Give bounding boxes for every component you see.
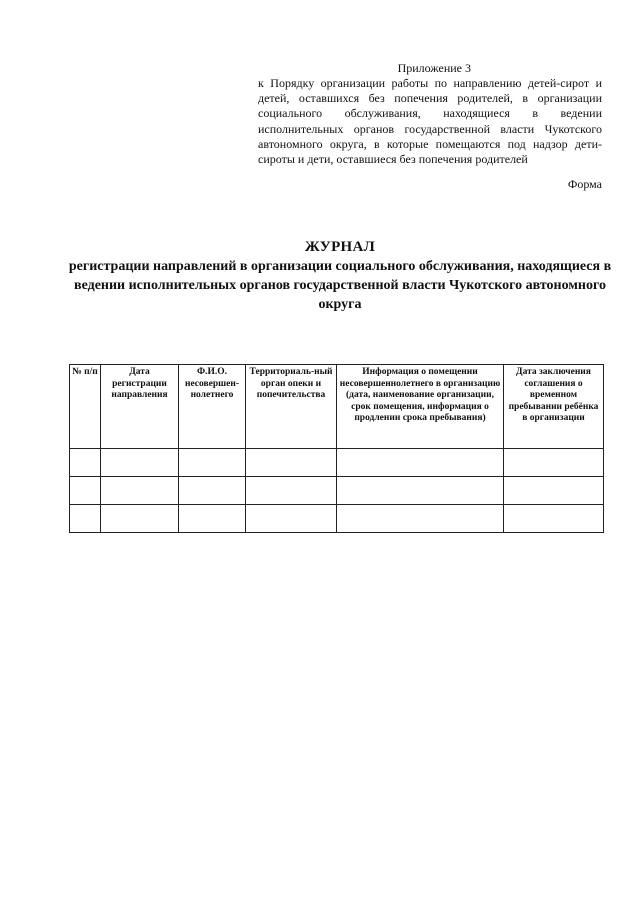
table-cell: [101, 477, 179, 505]
appendix-body: к Порядку организации работы по направлению детей-сирот и детей, оставшихся без попечения родителей, в организации социального обслуживания, находящиеся в ведении исполнительных органов государственной власти Чукотского автономного округа, в которые помещаются под надзор дети-сироты и дети, оставшиеся без попечения родителей: [258, 76, 602, 167]
journal-table: [69, 364, 604, 533]
table-cell: [70, 449, 101, 477]
table-cell: [179, 505, 246, 533]
table-cell: [179, 449, 246, 477]
header-agreement-date: Дата заключения соглашения о временном пребывании ребёнка в организации: [504, 365, 604, 449]
table-cell: [504, 477, 604, 505]
table-row: [70, 449, 604, 477]
table-cell: [70, 477, 101, 505]
table-cell: [246, 505, 337, 533]
form-label: Форма: [567, 177, 602, 191]
table-cell: [504, 449, 604, 477]
header-placement-info: Информация о помещении несовершеннолетнего в организацию (дата, наименование организации, срок помещения, информация о продлении срока пребывания): [337, 365, 504, 449]
table-row: [70, 505, 604, 533]
header-number: № п/п: [70, 365, 101, 449]
table-row: [70, 477, 604, 505]
table-cell: [246, 477, 337, 505]
header-registration-date: Дата регистрации направления: [101, 365, 179, 449]
header-guardianship-body: Территориаль-ный орган опеки и попечительства: [246, 365, 337, 449]
table-cell: [337, 505, 504, 533]
table-cell: [246, 449, 337, 477]
table-cell: [70, 505, 101, 533]
journal-heading: [60, 238, 620, 314]
table-cell: [101, 449, 179, 477]
journal-title: ЖУРНАЛ: [304, 239, 376, 255]
table-cell: [101, 505, 179, 533]
header-minor-name: Ф.И.О. несовершен-нолетнего: [179, 365, 246, 449]
table-cell: [337, 449, 504, 477]
table-cell: [179, 477, 246, 505]
table-header-row: [70, 365, 604, 449]
appendix-title: Приложение 3: [397, 61, 471, 75]
table-cell: [337, 477, 504, 505]
table-cell: [504, 505, 604, 533]
journal-subtitle: регистрации направлений в организации социального обслуживания, находящиеся в ведении исполнительных органов государственной власти Чукотского автономного округа: [68, 259, 612, 312]
